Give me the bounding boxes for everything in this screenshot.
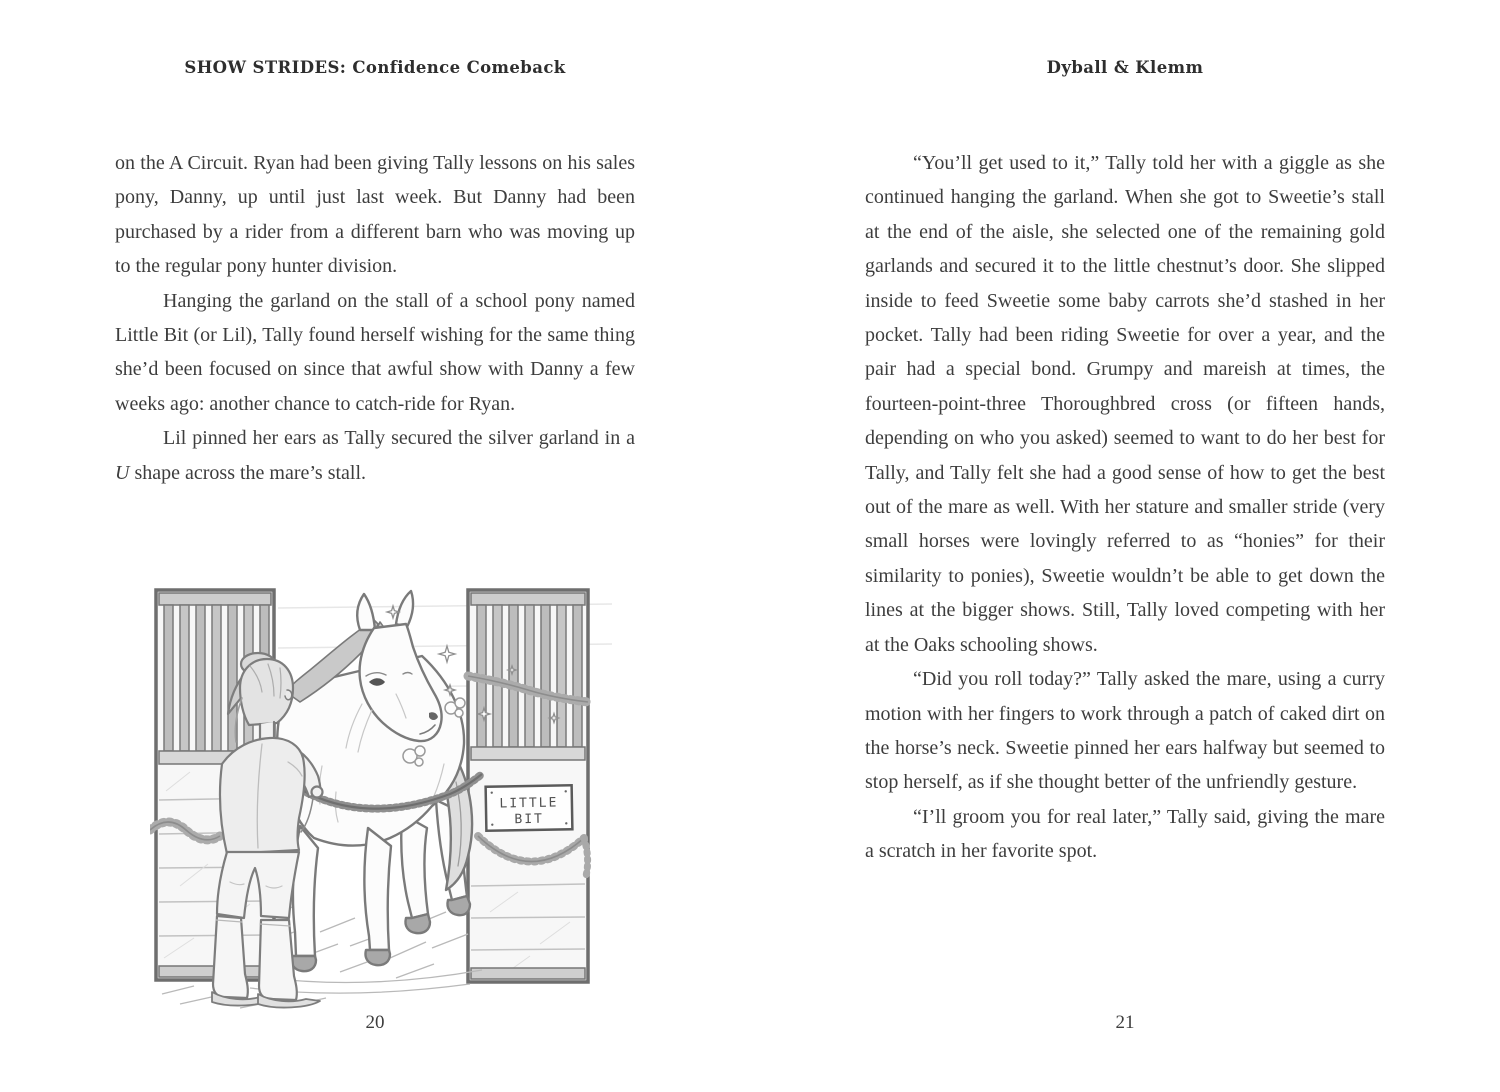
stall-name-sign	[486, 785, 573, 830]
paragraph: “Did you roll today?” Tally asked the mare, using a curry motion with her fingers to work through a patch of caked dirt on the horse’s neck. Sweetie pinned her ears halfway but seemed to stop herself, as if she thought better of the unfriendly gesture.	[865, 668, 1385, 794]
paragraph: Hanging the garland on the stall of a school pony named Little Bit (or Lil), Tally found herself wishing for the same thing she’d been focused on since that awful show with Danny a few weeks ago: another chance to catch-ride for Ryan.	[115, 289, 635, 415]
right-page-body	[865, 146, 1385, 869]
paragraph-text: shape across the mare’s stall.	[129, 461, 367, 484]
paragraph-text: Lil pinned her ears as Tally secured the silver garland in a	[163, 427, 635, 450]
sign-text-line1: LITTLE	[499, 795, 559, 812]
paragraph: “I’ll groom you for real later,” Tally said, giving the mare a scratch in her favorite spot.	[865, 805, 1385, 863]
stall-pencil-illustration	[150, 586, 620, 1011]
left-page-number: 20	[365, 1012, 385, 1033]
right-page-header: Dyball & Klemm	[1046, 58, 1204, 77]
paragraph	[115, 421, 635, 490]
left-page-header: SHOW STRIDES: Confidence Comeback	[184, 58, 566, 77]
paragraph: “You’ll get used to it,” Tally told her with a giggle as she continued hanging the garland. When she got to Sweetie’s stall at the end of the aisle, she selected one of the remaining gold garlands and secured it to the little chestnut’s door. She slipped inside to feed Sweetie some baby carrots she’d stashed in her pocket. Tally had been riding Sweetie for over a year, and the pair had a special bond. Grumpy and mareish at times, the fourteen-point-three Thoroughbred cross (or fifteen hands, depending on who you asked) seemed to want to do her best for Tally, and Tally felt she had a good sense of how to get the best out of the mare as well. With her stature and smaller stride (very small horses were lovingly referred to as “honies” for their similarity to ponies), Sweetie wouldn’t be able to get down the lines at the bigger shows. Still, Tally loved competing with her at the Oaks schooling shows.	[865, 152, 1385, 656]
sign-text-line2: BIT	[514, 811, 545, 828]
right-page-number: 21	[1115, 1012, 1135, 1033]
paragraph: on the A Circuit. Ryan had been giving Tally lessons on his sales pony, Danny, up until just last week. But Danny had been purchased by a rider from a different barn who was moving up to the regular pony hunter division.	[115, 152, 635, 278]
stall-door-right	[468, 590, 588, 982]
italic-text: U	[115, 461, 130, 484]
left-page-body	[115, 146, 635, 490]
